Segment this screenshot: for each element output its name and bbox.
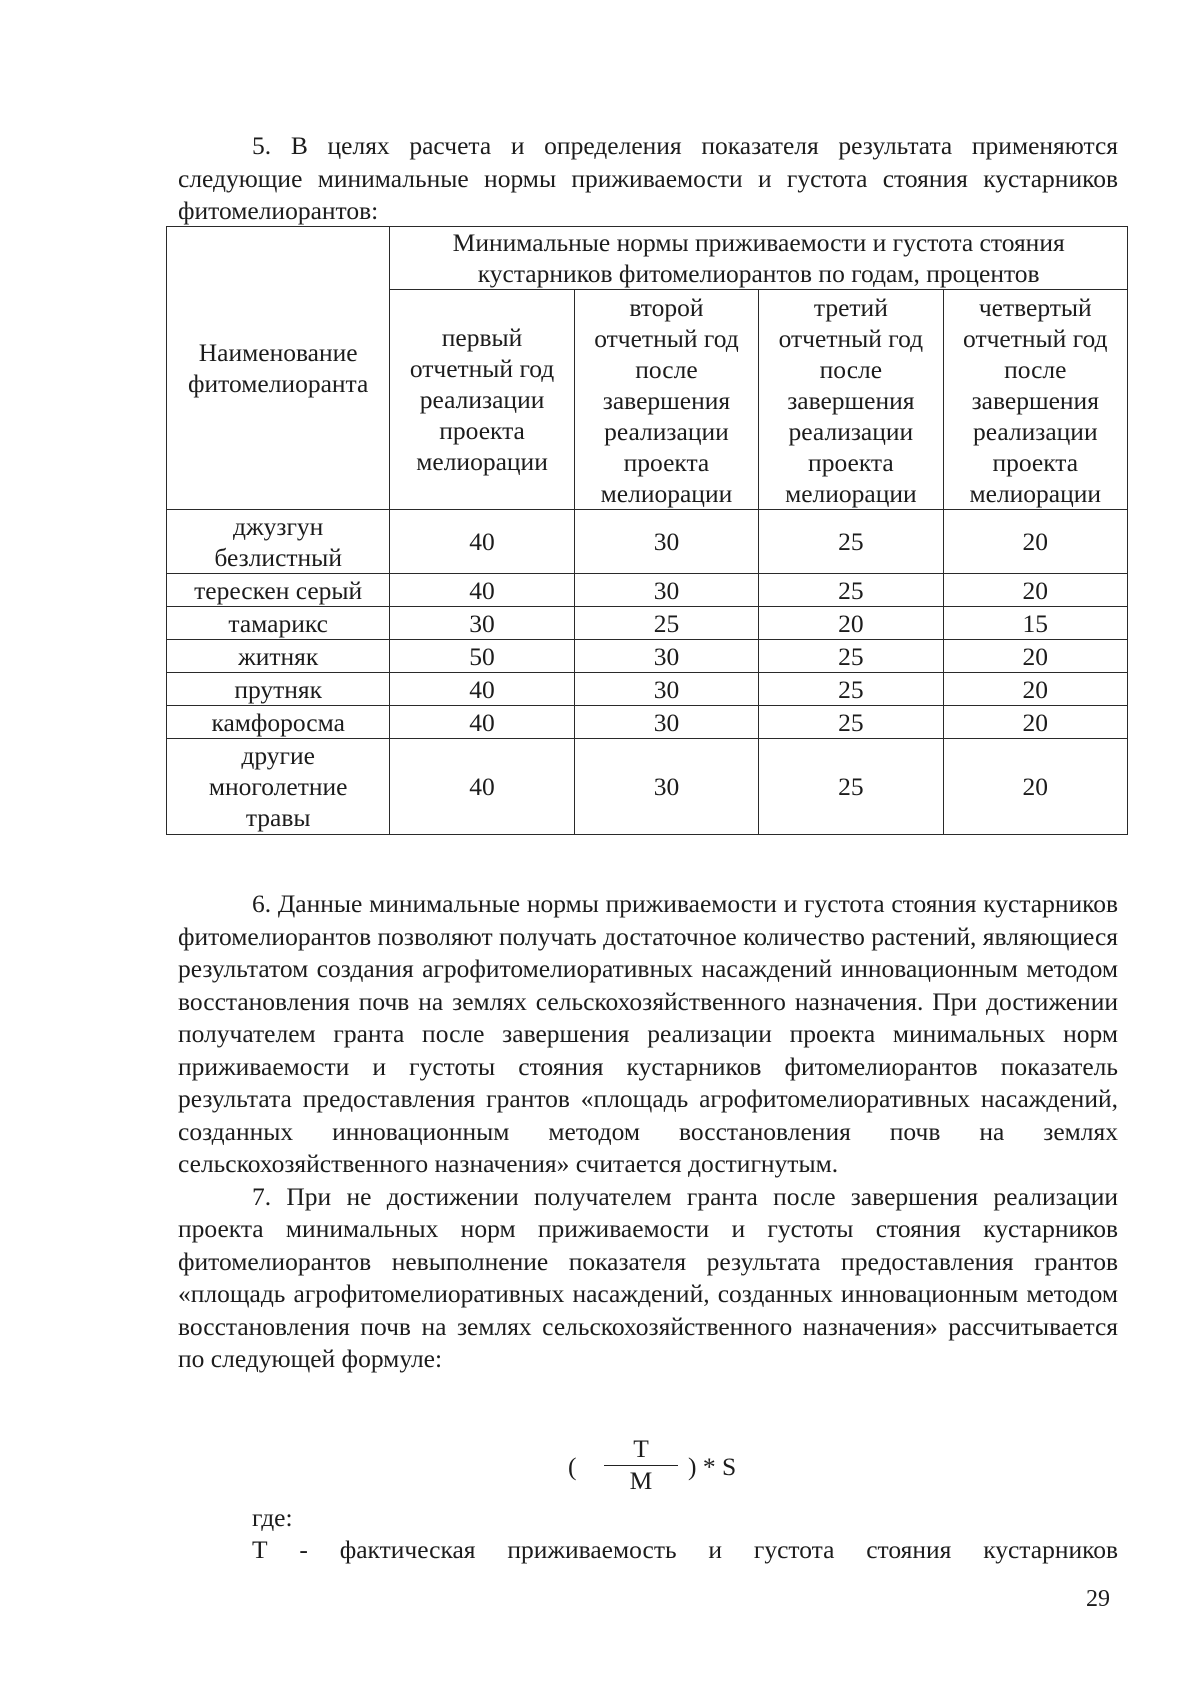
row-value: 40 xyxy=(390,510,574,574)
table-row xyxy=(167,739,1128,835)
row-name: житняк xyxy=(167,640,390,673)
table-header-row-1 xyxy=(167,227,1128,290)
row-value: 40 xyxy=(390,673,574,706)
paragraph-7: 7. При не достижении получателем гранта после завершения реализации проекта минимальных норм приживаемости и густоты стояния кустарников фитомелиорантов невыполнение показателя результата предоставления грантов «площадь агрофитомелиоративных насаждений, созданных инновационным методом восстановления почв на землях сельскохозяйственного назначения» рассчитывается по следующей формуле: xyxy=(178,1181,1118,1373)
row-value: 20 xyxy=(943,739,1127,835)
row-name: другие многолетние травы xyxy=(167,739,390,835)
row-value: 25 xyxy=(759,574,943,607)
paragraphs-6-7 xyxy=(178,888,1118,1376)
row-value: 30 xyxy=(390,607,574,640)
formula-numerator: Т xyxy=(633,1434,649,1463)
year-header-1: первый отчетный год реализации проекта мелиорации xyxy=(390,290,574,510)
row-value: 30 xyxy=(574,574,758,607)
year-header-2: второй отчетный год после завершения реализации проекта мелиорации xyxy=(574,290,758,510)
year-header-4: четвертый отчетный год после завершения реализации проекта мелиорации xyxy=(943,290,1127,510)
table-row xyxy=(167,510,1128,574)
row-value: 30 xyxy=(574,739,758,835)
row-value: 20 xyxy=(943,673,1127,706)
row-value: 20 xyxy=(943,510,1127,574)
row-name: тамарикс xyxy=(167,607,390,640)
row-name: камфоросма xyxy=(167,706,390,739)
paragraph-5-text: 5. В целях расчета и определения показателя результата применяются следующие минимальные нормы приживаемости и густота стояния кустарников фитомелиорантов: xyxy=(178,131,1118,225)
table-row xyxy=(167,640,1128,673)
row-value: 25 xyxy=(759,739,943,835)
row-value: 30 xyxy=(574,706,758,739)
row-value: 30 xyxy=(574,510,758,574)
row-value: 20 xyxy=(943,706,1127,739)
row-value: 25 xyxy=(759,706,943,739)
row-value: 15 xyxy=(943,607,1127,640)
row-value: 20 xyxy=(943,640,1127,673)
table-row xyxy=(167,607,1128,640)
row-value: 50 xyxy=(390,640,574,673)
row-value: 40 xyxy=(390,706,574,739)
row-value: 40 xyxy=(390,739,574,835)
formula-close-multiply: ) * S xyxy=(688,1452,737,1481)
row-value: 40 xyxy=(390,574,574,607)
name-column-header: Наименование фитомелиоранта xyxy=(167,227,390,510)
table-row xyxy=(167,673,1128,706)
where-label: где: xyxy=(252,1503,293,1532)
paragraph-6: 6. Данные минимальные нормы приживаемости и густота стояния кустарников фитомелиорантов позволяют получать достаточное количество растений, являющиеся результатом создания агрофитомелиоративных насаждений инновационным методом восстановления почв на землях сельскохозяйственного назначения. При достижении получателем гранта после завершения реализации проекта минимальных норм приживаемости и густоты стояния кустарников фитомелиорантов показатель результата предоставления грантов «площадь агрофитомелиоративных насаждений, созданных инновационным методом восстановления почв на землях сельскохозяйственного назначения» считается достигнутым. xyxy=(178,889,1118,1178)
page-number: 29 xyxy=(1086,1586,1110,1612)
row-name: терескен серый xyxy=(167,574,390,607)
paragraph-5 xyxy=(178,130,1118,228)
table-row xyxy=(167,574,1128,607)
row-value: 25 xyxy=(759,673,943,706)
formula xyxy=(560,1432,760,1502)
formula-fraction xyxy=(598,1434,684,1496)
row-value: 25 xyxy=(759,510,943,574)
row-value: 25 xyxy=(574,607,758,640)
row-name: прутняк xyxy=(167,673,390,706)
row-value: 20 xyxy=(943,574,1127,607)
row-value: 30 xyxy=(574,673,758,706)
row-value: 20 xyxy=(759,607,943,640)
definition-t: Т - фактическая приживаемость и густота стояния кустарников xyxy=(252,1535,1118,1564)
row-name: джузгун безлистный xyxy=(167,510,390,574)
formula-open-paren: ( xyxy=(568,1452,577,1481)
row-value: 25 xyxy=(759,640,943,673)
year-header-3: третий отчетный год после завершения реализации проекта мелиорации xyxy=(759,290,943,510)
norms-table xyxy=(166,226,1128,835)
row-value: 30 xyxy=(574,640,758,673)
table-row xyxy=(167,706,1128,739)
formula-denominator: М xyxy=(629,1466,653,1495)
group-header: Минимальные нормы приживаемости и густота стояния кустарников фитомелиорантов по годам, процентов xyxy=(390,227,1128,290)
